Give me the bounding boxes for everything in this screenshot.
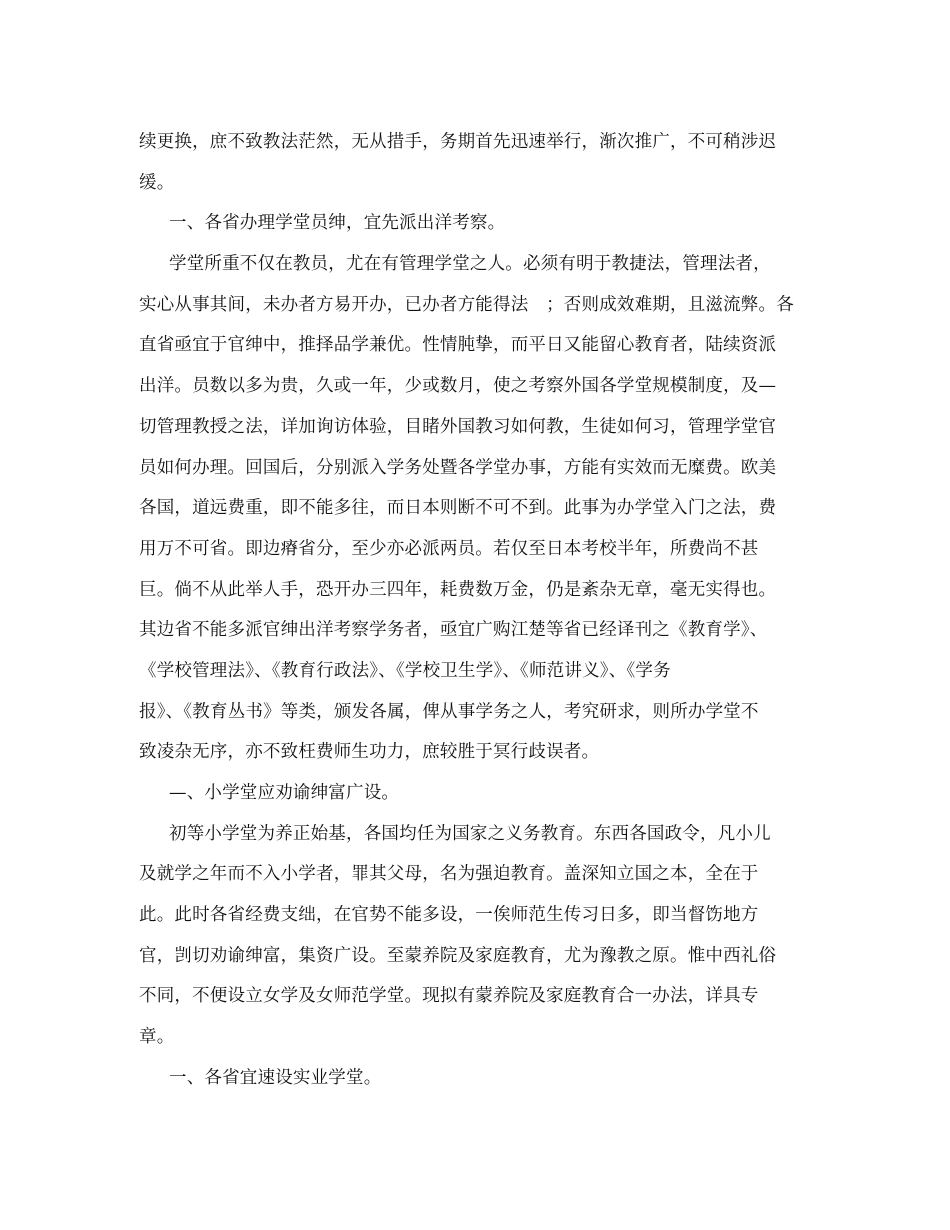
text-line: 《学校管理法》、《教育行政法》、《学校卫生学》、《师范讲义》、《学务 <box>139 660 671 681</box>
text-line: 各国，道远费重，即不能多往，而日本则断不可不到。此事为办学堂入门之法，费 <box>139 498 777 519</box>
text-line: 续更换，庶不致教法茫然，无从措手，务期首先迅速举行，渐次推广，不可稍涉迟 <box>139 132 777 152</box>
text-line: 此。此时各省经费支绌，在官势不能多设，一俟师范生传习日多，即当督饬地方 <box>139 905 759 926</box>
section-heading: —、小学堂应劝谕绅富广设。 <box>169 783 400 803</box>
section-heading: 一、各省办理学堂员绅，宜先派出洋考察。 <box>169 213 506 234</box>
text-line: 切管理教授之法，详加询访体验，目睹外国教习如何教，生徒如何习，管理学堂官 <box>139 416 777 437</box>
text-line: 致凌杂无序，亦不致枉费师生功力，庶较胜于冥行歧误者。 <box>139 742 600 763</box>
text-line: 实心从事其间，未办者方易开办，已办者方能得法 ；否则成效难期，且滋流弊。各 <box>139 294 794 315</box>
text-line: 学堂所重不仅在教员，尤在有管理学堂之人。必须有明于教捷法，管理法者， <box>169 254 771 275</box>
text-line: 直省亟宜于官绅中，推择品学兼优。性情肫挚，而平日又能留心教育者，陆续资派 <box>139 335 777 356</box>
text-line: 用万不可省。即边瘠省分，至少亦必派两员。若仅至日本考校半年，所费尚不甚 <box>139 538 759 559</box>
document-body <box>139 128 799 1105</box>
text-line: 初等小学堂为养正始基，各国均任为国家之义务教育。东西各国政令，凡小儿 <box>169 823 771 844</box>
text-line: 巨。倘不从此举人手，恐开办三四年，耗费数万金，仍是紊杂无章，毫无实得也。 <box>139 579 777 600</box>
text-line: 员如何办理。回国后，分别派入学务处暨各学堂办事，方能有实效而无糜费。欧美 <box>139 457 777 478</box>
text-line: 官，剀切劝谕绅富，集资广设。至蒙养院及家庭教育，尤为豫教之原。惟中西礼俗 <box>139 945 777 966</box>
section-heading: 一、各省宜速设实业学堂。 <box>169 1067 382 1088</box>
text-line: 缓。 <box>139 172 175 193</box>
text-line: 其边省不能多派官绅出洋考察学务者，亟宜广购江楚等省已经译刊之《教育学》、 <box>139 620 768 641</box>
text-line: 及就学之年而不入小学者，罪其父母，名为强迫教育。盖深知立国之本，全在于 <box>139 864 759 885</box>
text-line: 不同，不便设立女学及女师范学堂。现拟有蒙养院及家庭教育合一办法，详具专 <box>139 986 759 1007</box>
text-line: 报》、《教育丛书》等类，颁发各属，俾从事学务之人，考究研求，则所办学堂不 <box>139 701 759 722</box>
text-line: 章。 <box>139 1027 175 1048</box>
text-line: 出洋。员数以多为贵，久或一年，少或数月，使之考察外国各学堂规模制度，及— <box>139 376 777 397</box>
